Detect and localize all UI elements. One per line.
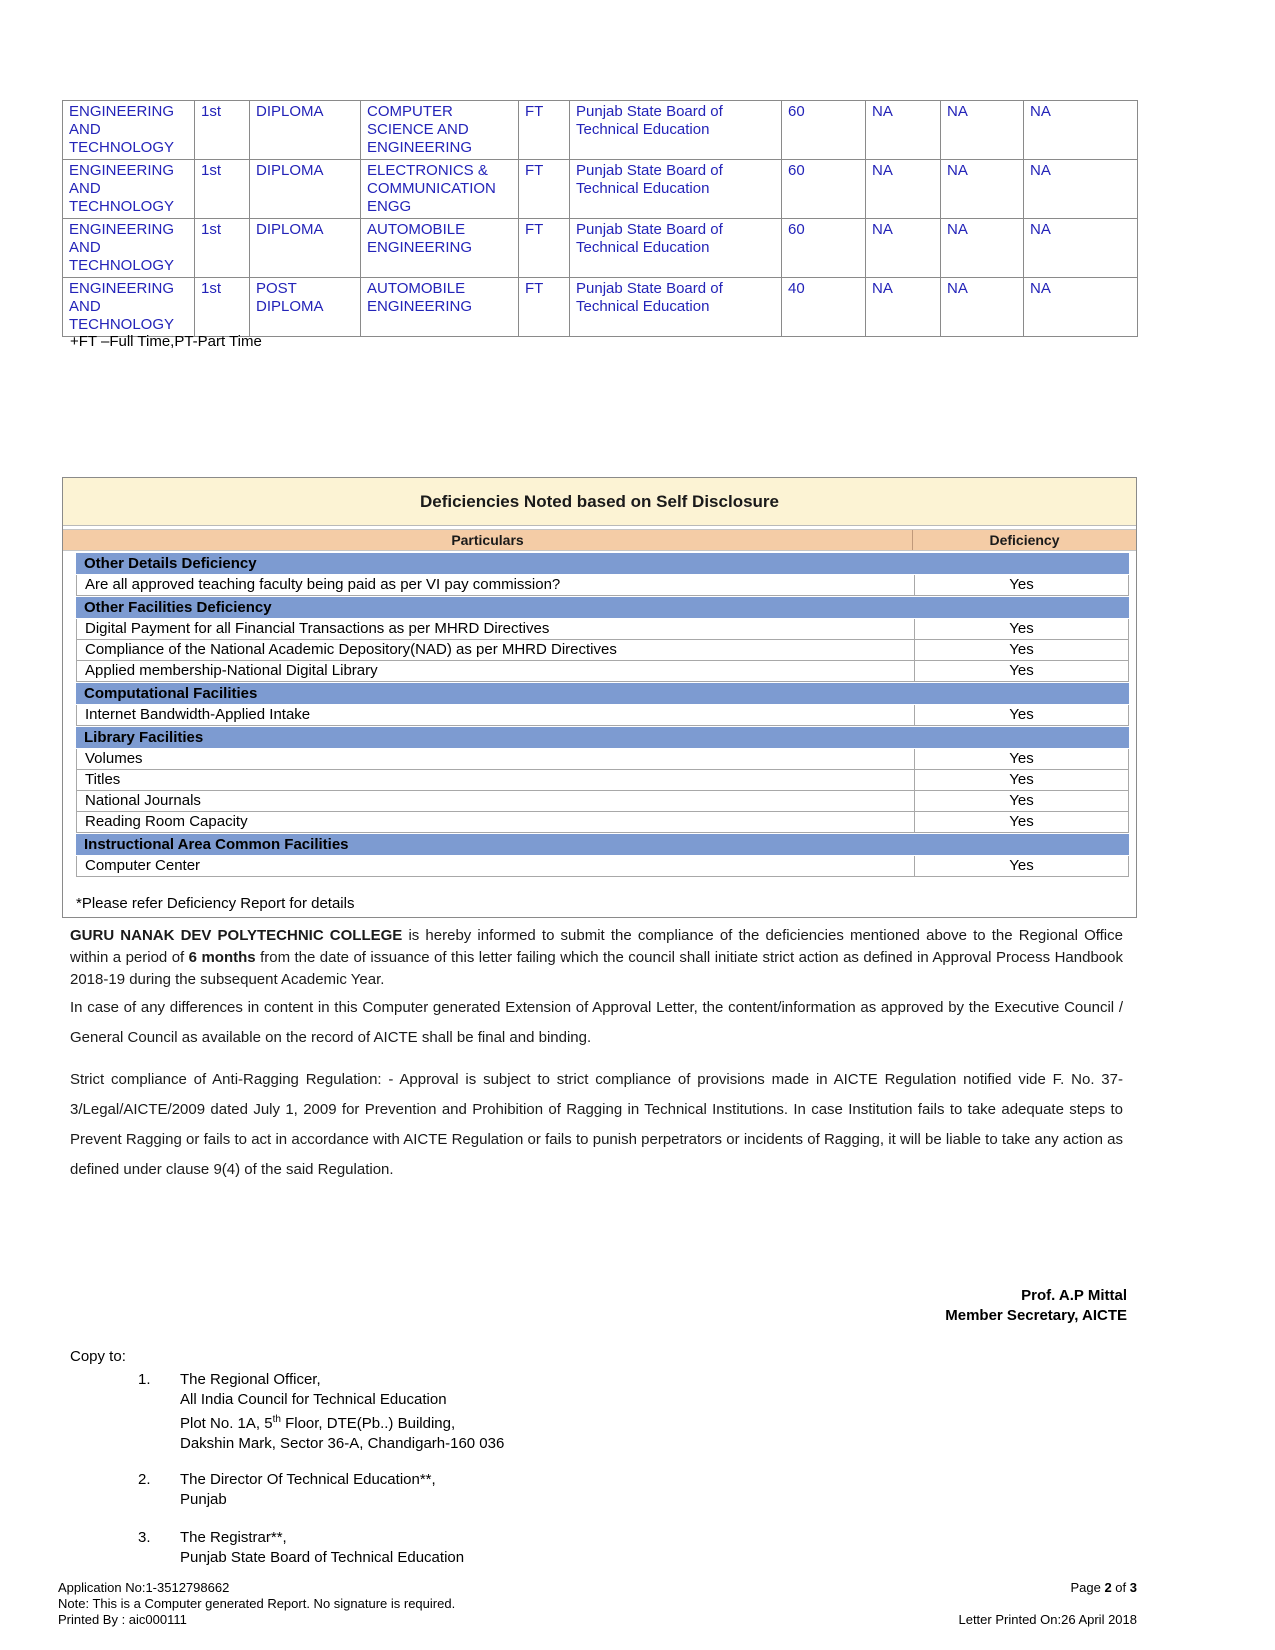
list-item [138,1370,738,1454]
cell-programme: ENGINEERING AND TECHNOLOGY [63,219,195,278]
compliance-paragraph [70,925,1123,991]
printed-by: Printed By : aic000111 [58,1612,187,1627]
deficiency-particular: Are all approved teaching faculty being paid as per VI pay commission? [85,576,561,593]
paragraph-text: from the date of issuance of this letter failing which the council shall initiate strict action as defined in Approval Process Handbook 2018-19 during the subsequent Academic Year. [70,949,1123,988]
deficiencies-panel [62,477,1137,918]
deficiency-value: Yes [914,705,1128,725]
ft-pt-footnote: +FT –Full Time,PT-Part Time [70,333,262,350]
deficiency-particular: Volumes [85,750,143,767]
cell-ft: FT [519,101,570,160]
category-row: Other Facilities Deficiency [76,597,1129,618]
recipient-line: The Registrar**, [180,1529,287,1546]
table-row [63,278,1138,337]
cell-ft: FT [519,160,570,219]
deadline-text: 6 months [188,949,256,966]
deficiency-particular: Computer Center [85,857,201,874]
cell-na: NA [866,101,941,160]
deficiency-row [76,812,1129,833]
deficiency-particular: Applied membership-National Digital Library [85,662,378,679]
deficiency-particular: Reading Room Capacity [85,813,248,830]
deficiency-particular: Compliance of the National Academic Depository(NAD) as per MHRD Directives [85,641,617,658]
cell-na: NA [941,278,1024,337]
cell-intake: 40 [782,278,866,337]
copy-to-label: Copy to: [70,1348,126,1365]
cell-programme: ENGINEERING AND TECHNOLOGY [63,160,195,219]
deficiency-particular: Internet Bandwidth-Applied Intake [85,706,311,723]
cell-ft: FT [519,219,570,278]
cell-level: POST DIPLOMA [250,278,361,337]
deficiency-value: Yes [914,749,1128,769]
recipient-line: The Regional Officer, [180,1371,321,1388]
deficiency-value: Yes [914,619,1128,639]
deficiency-row [76,661,1129,682]
table-row [63,219,1138,278]
cell-intake: 60 [782,219,866,278]
list-number: 2. [138,1471,151,1488]
deficiency-row [76,749,1129,770]
deficiency-value: Yes [914,575,1128,595]
category-row: Computational Facilities [76,683,1129,704]
deficiency-particular: Digital Payment for all Financial Transactions as per MHRD Directives [85,620,550,637]
footer-right [958,1580,1137,1628]
paragraph-text: is hereby informed to submit the compliance of the deficiencies mentioned above to the Regional Office within a period of [70,927,1123,966]
list-item [138,1528,738,1568]
page-number: 2 [1104,1580,1112,1595]
deficiencies-rows [76,553,1129,877]
list-number: 3. [138,1529,151,1546]
cell-na: NA [1024,278,1138,337]
cell-course: ELECTRONICS & COMMUNICATION ENGG [361,160,519,219]
cell-na: NA [866,160,941,219]
recipient-line: All India Council for Technical Education [180,1391,447,1408]
list-number: 1. [138,1371,151,1388]
deficiency-row [76,856,1129,877]
approved-programs-table [62,100,1138,337]
cell-na: NA [1024,160,1138,219]
signature-block [945,1286,1127,1326]
deficiency-value: Yes [914,661,1128,681]
category-row: Other Details Deficiency [76,553,1129,574]
deficiency-row [76,619,1129,640]
cell-board: Punjab State Board of Technical Education [570,101,782,160]
cell-level: DIPLOMA [250,219,361,278]
deficiency-value: Yes [914,856,1128,876]
letter-printed-on: Letter Printed On:26 April 2018 [958,1612,1137,1627]
cell-shift: 1st [195,278,250,337]
copy-to-list [138,1370,738,1584]
cell-na: NA [941,160,1024,219]
computer-generated-note: Note: This is a Computer generated Report. No signature is required. [58,1596,456,1611]
ordinal-superscript: th [272,1414,281,1425]
deficiency-row [76,770,1129,791]
recipient-line: Dakshin Mark, Sector 36-A, Chandigarh-160 036 [180,1435,505,1452]
cell-board: Punjab State Board of Technical Education [570,219,782,278]
table-row [63,160,1138,219]
cell-programme: ENGINEERING AND TECHNOLOGY [63,101,195,160]
cell-shift: 1st [195,160,250,219]
cell-na: NA [1024,219,1138,278]
cell-board: Punjab State Board of Technical Education [570,278,782,337]
deficiency-row [76,575,1129,596]
deficiency-row [76,705,1129,726]
table-row [63,101,1138,160]
college-name: GURU NANAK DEV POLYTECHNIC COLLEGE [70,927,403,944]
deficiency-value: Yes [914,770,1128,790]
cell-na: NA [866,219,941,278]
cell-na: NA [1024,101,1138,160]
signatory-title: Member Secretary, AICTE [945,1307,1127,1324]
application-number: Application No:1-3512798662 [58,1580,230,1595]
cell-ft: FT [519,278,570,337]
cell-level: DIPLOMA [250,160,361,219]
cell-course: COMPUTER SCIENCE AND ENGINEERING [361,101,519,160]
cell-course: AUTOMOBILE ENGINEERING [361,219,519,278]
column-header-deficiency: Deficiency [989,532,1060,548]
deficiency-particular: Titles [85,771,121,788]
deficiency-row [76,791,1129,812]
cell-shift: 1st [195,219,250,278]
cell-na: NA [941,101,1024,160]
deficiency-row [76,640,1129,661]
cell-na: NA [866,278,941,337]
cell-intake: 60 [782,160,866,219]
cell-programme: ENGINEERING AND TECHNOLOGY [63,278,195,337]
deficiency-report-note: *Please refer Deficiency Report for details [76,895,355,912]
cell-level: DIPLOMA [250,101,361,160]
cell-na: NA [941,219,1024,278]
page-total: 3 [1129,1580,1137,1595]
recipient-line: Punjab [180,1491,227,1508]
deficiency-value: Yes [914,791,1128,811]
recipient-line: Punjab State Board of Technical Education [180,1549,465,1566]
cell-intake: 60 [782,101,866,160]
list-item [138,1470,738,1510]
footer-left [58,1580,455,1628]
recipient-line: Plot No. 1A, 5th Floor, DTE(Pb..) Building, [180,1414,456,1432]
signatory-name: Prof. A.P Mittal [1021,1287,1127,1304]
deficiencies-header-row [63,529,1136,551]
column-header-particulars: Particulars [63,530,913,550]
deficiency-value: Yes [914,640,1128,660]
cell-course: AUTOMOBILE ENGINEERING [361,278,519,337]
cell-board: Punjab State Board of Technical Education [570,160,782,219]
category-row: Instructional Area Common Facilities [76,834,1129,855]
recipient-line: The Director Of Technical Education**, [180,1471,436,1488]
cell-shift: 1st [195,101,250,160]
anti-ragging-paragraph: Strict compliance of Anti-Ragging Regulation: - Approval is subject to strict compliance of provisions made in AICTE Regulation notified vide F. No. 37-3/Legal/AICTE/2009 dated July 1, 2009 for Prevention and Prohibition of Ragging in Technical Institutions. In case Institution fails to take adequate steps to Prevent Ragging or fails to act in accordance with AICTE Regulation or fails to punish perpetrators or incidents of Ragging, it will be liable to take any action as defined under clause 9(4) of the said Regulation. [70,1071,1123,1178]
deficiency-particular: National Journals [85,792,201,809]
page-indicator: Page 2 of 3 [1070,1580,1137,1595]
differences-paragraph: In case of any differences in content in this Computer generated Extension of Approval Letter, the content/information as approved by the Executive Council / General Council as available on the record of AICTE shall be final and binding. [70,999,1123,1046]
deficiency-value: Yes [914,812,1128,832]
category-row: Library Facilities [76,727,1129,748]
deficiencies-title: Deficiencies Noted based on Self Disclosure [63,478,1136,526]
